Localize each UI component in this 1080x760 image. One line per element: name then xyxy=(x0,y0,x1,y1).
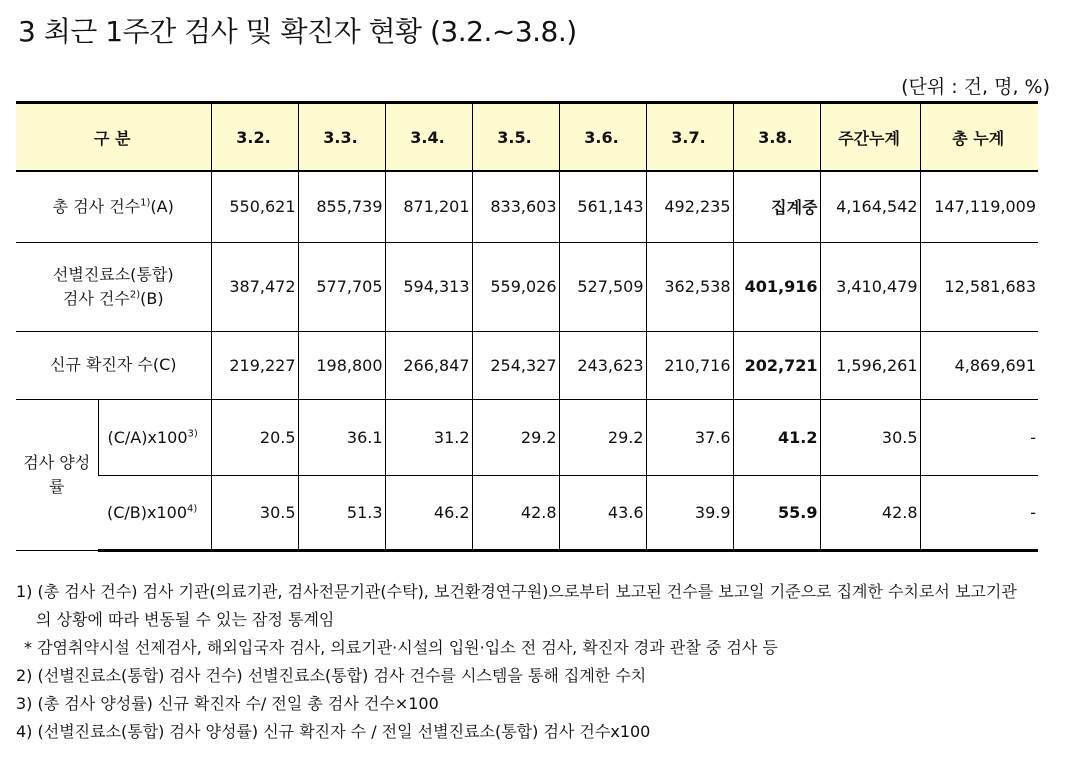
header-date: 3.5. xyxy=(472,103,559,172)
table-cell: 29.2 xyxy=(472,399,559,475)
table-cell: 42.8 xyxy=(820,475,920,550)
footnotes xyxy=(16,578,1017,746)
header-weekly-total: 주간누계 xyxy=(820,103,920,172)
row-label-positivity-cb: (C/B)x100$^{4)}$ xyxy=(98,475,211,550)
table-cell: 36.1 xyxy=(298,399,385,475)
table-cell: 12,581,683 xyxy=(920,242,1038,331)
table-cell: 561,143 xyxy=(559,171,646,242)
table-cell: 577,705 xyxy=(298,242,385,331)
table-cell: 55.9 xyxy=(733,475,820,550)
header-row xyxy=(16,103,1038,172)
table-cell: 41.2 xyxy=(733,399,820,475)
page-title: 3 최근 1주간 검사 및 확진자 현황 (3.2.~3.8.) xyxy=(18,15,577,48)
table-cell: 594,313 xyxy=(385,242,472,331)
table-cell: 559,026 xyxy=(472,242,559,331)
table-cell: 243,623 xyxy=(559,331,646,399)
header-date: 3.3. xyxy=(298,103,385,172)
table-cell: 31.2 xyxy=(385,399,472,475)
table-cell: 42.8 xyxy=(472,475,559,550)
table-cell: 401,916 xyxy=(733,242,820,331)
table-cell: 43.6 xyxy=(559,475,646,550)
table-cell: - xyxy=(920,475,1038,550)
table-cell: 29.2 xyxy=(559,399,646,475)
table-cell: 39.9 xyxy=(646,475,733,550)
statistics-table xyxy=(16,101,1038,552)
row-label-total-tests: 총 검사 건수$^{1)}$(A) xyxy=(16,171,211,242)
header-date: 3.4. xyxy=(385,103,472,172)
table-cell: 3,410,479 xyxy=(820,242,920,331)
table-cell: 4,164,542 xyxy=(820,171,920,242)
unit-label: (단위 : 건, 명, %) xyxy=(901,76,1050,98)
table-cell: 20.5 xyxy=(211,399,298,475)
footnote-1: 1) (총 검사 건수) 검사 기관(의료기관, 검사전문기관(수탁), 보건환경연구원)으로부터 보고된 건수를 보고일 기준으로 집계한 수치로서 보고기관 xyxy=(16,582,1017,601)
footnote-3: 3) (총 검사 양성률) 신규 확진자 수/ 전일 총 검사 건수×100 xyxy=(16,694,439,713)
table-cell: 387,472 xyxy=(211,242,298,331)
table-cell: 46.2 xyxy=(385,475,472,550)
table-row xyxy=(16,475,1038,550)
header-category: 구 분 xyxy=(16,103,211,172)
table-cell: 219,227 xyxy=(211,331,298,399)
header-date: 3.6. xyxy=(559,103,646,172)
table-row xyxy=(16,331,1038,399)
table-row xyxy=(16,171,1038,242)
row-label-screening-tests: 선별진료소(통합) 검사 건수$^{2)}$(B) xyxy=(16,242,211,331)
table-cell: 30.5 xyxy=(820,399,920,475)
table-cell: 833,603 xyxy=(472,171,559,242)
table-cell: 871,201 xyxy=(385,171,472,242)
header-cumulative-total: 총 누계 xyxy=(920,103,1038,172)
footnote-2: 2) (선별진료소(통합) 검사 건수) 선별진료소(통합) 검사 건수를 시스템을 통해 집계한 수치 xyxy=(16,666,647,685)
table-cell: 1,596,261 xyxy=(820,331,920,399)
table-cell: 147,119,009 xyxy=(920,171,1038,242)
table-cell: 집계중 xyxy=(733,171,820,242)
table-cell: 527,509 xyxy=(559,242,646,331)
row-label-new-cases: 신규 확진자 수(C) xyxy=(16,331,211,399)
table-cell: 362,538 xyxy=(646,242,733,331)
table-cell: 855,739 xyxy=(298,171,385,242)
table-cell: 30.5 xyxy=(211,475,298,550)
table-cell: - xyxy=(920,399,1038,475)
table-cell: 37.6 xyxy=(646,399,733,475)
table-cell: 210,716 xyxy=(646,331,733,399)
footnote-1-detail: * 감염취약시설 선제검사, 해외입국자 검사, 의료기관·시설의 입원·입소 전 검사, 확진자 경과 관찰 중 검사 등 xyxy=(24,638,778,657)
table-row xyxy=(16,399,1038,475)
table-cell: 4,869,691 xyxy=(920,331,1038,399)
footnote-1-continued: 의 상황에 따라 변동될 수 있는 잠정 통계임 xyxy=(36,610,335,629)
table-cell: 492,235 xyxy=(646,171,733,242)
header-date: 3.7. xyxy=(646,103,733,172)
row-group-label-positivity: 검사 양성 률 xyxy=(16,399,98,550)
table-cell: 202,721 xyxy=(733,331,820,399)
row-label-positivity-ca: (C/A)x100$^{3)}$ xyxy=(98,399,211,475)
footnote-4: 4) (선별진료소(통합) 검사 양성률) 신규 확진자 수 / 전일 선별진료소(통합) 검사 건수x100 xyxy=(16,722,651,741)
table-cell: 550,621 xyxy=(211,171,298,242)
table-cell: 198,800 xyxy=(298,331,385,399)
table-row xyxy=(16,242,1038,331)
header-date: 3.8. xyxy=(733,103,820,172)
header-date: 3.2. xyxy=(211,103,298,172)
table-cell: 254,327 xyxy=(472,331,559,399)
table-cell: 51.3 xyxy=(298,475,385,550)
table-cell: 266,847 xyxy=(385,331,472,399)
